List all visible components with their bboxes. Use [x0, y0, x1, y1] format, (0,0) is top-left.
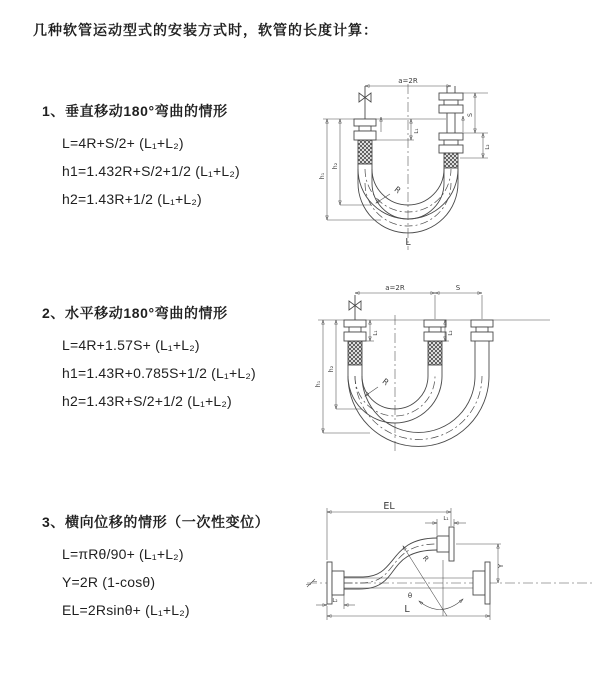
section-2-formulas: [62, 331, 317, 415]
dim-label-el: EL: [383, 501, 395, 512]
dimension-l2: [483, 133, 491, 158]
section-3-heading: 3、横向位移的情形（一次性变位）: [42, 514, 270, 530]
dim-label-l2: L₂: [448, 330, 454, 336]
dimension-l1: [373, 119, 420, 140]
hose-u-bend-position2: [348, 376, 489, 446]
formula-h2: h2=1.43R+S/2+1/2 (L₁+L₂): [62, 393, 232, 409]
formula-h1: h1=1.432R+S/2+1/2 (L₁+L₂): [62, 163, 240, 179]
section-2-heading: 2、水平移动180°弯曲的情形: [42, 305, 228, 321]
section-3-formulas: [62, 540, 317, 624]
dim-label-l: L: [404, 604, 410, 615]
dim-label-l-total: L: [405, 237, 411, 248]
dim-label-h2: h₂: [332, 162, 339, 170]
dimension-s: [435, 284, 482, 293]
dimension-l2: [316, 595, 355, 609]
valve-symbol: [349, 295, 361, 320]
dimension-a2r: [355, 284, 435, 293]
dim-label-l1: L₁: [373, 330, 379, 336]
dim-label-l1: L₁: [414, 128, 420, 134]
right-flange-displaced-position: [437, 527, 454, 561]
dim-label-s: S: [467, 113, 474, 117]
dim-label-r: R: [392, 184, 403, 196]
section-1-heading: 1、垂直移动180°弯曲的情形: [42, 103, 228, 119]
diagram-horizontal-180-bend: [310, 281, 600, 461]
dim-label-h2: h₂: [328, 365, 335, 373]
page-title: 几种软管运动型式的安装方式时，软管的长度计算：: [33, 22, 378, 38]
formula-h2: h2=1.43R+1/2 (L₁+L₂): [62, 191, 202, 207]
right-flange-assembly: [471, 320, 493, 376]
valve-symbol: [359, 86, 371, 119]
middle-flange-assembly: [424, 320, 446, 376]
dimension-s: [460, 93, 488, 158]
dimension-el: [327, 501, 451, 560]
dimension-l1: [425, 516, 466, 535]
diagram-vertical-180-bend: [313, 74, 600, 258]
formula-Y: Y=2R (1-cosθ): [62, 574, 156, 590]
dim-label-l2: L₂: [332, 598, 338, 604]
dimension-a2r: [365, 77, 451, 86]
section-2-horizontal-movement: [42, 303, 317, 415]
dim-label-h1: h₁: [315, 380, 322, 388]
dim-label-s: S: [455, 284, 461, 292]
dim-label-r: R: [420, 554, 431, 564]
right-flange-assembly: [439, 86, 463, 183]
formula-L: L=4R+S/2+ (L₁+L₂): [62, 135, 184, 151]
radius-callout: [365, 377, 391, 396]
formula-L: L=πRθ/90+ (L₁+L₂): [62, 546, 184, 562]
dim-label-r: R: [380, 376, 391, 388]
right-flange-original-position: [473, 562, 490, 604]
formula-h1: h1=1.43R+0.785S+1/2 (L₁+L₂): [62, 365, 256, 381]
section-3-lateral-displacement: [42, 512, 317, 624]
dim-label-y: Y: [497, 563, 505, 569]
section-1-vertical-movement: [42, 101, 317, 213]
dim-label-a2r: a=2R: [398, 77, 418, 85]
dim-label-theta: θ: [407, 592, 413, 600]
dim-label-h1: h₁: [319, 172, 326, 180]
dimension-l-total: [327, 604, 490, 620]
dim-label-a2r: a=2R: [385, 284, 405, 292]
movement-arrows: [381, 116, 463, 132]
formula-L: L=4R+1.57S+ (L₁+L₂): [62, 337, 200, 353]
dim-label-l1: L₁: [443, 516, 449, 522]
dim-label-l2: L₂: [485, 144, 491, 150]
formula-EL: EL=2Rsinθ+ (L₁+L₂): [62, 602, 190, 618]
left-flange-assembly: [344, 320, 366, 376]
diagram-lateral-displacement: [303, 498, 600, 653]
hose-s-curve: [344, 538, 437, 589]
section-1-formulas: [62, 129, 317, 213]
